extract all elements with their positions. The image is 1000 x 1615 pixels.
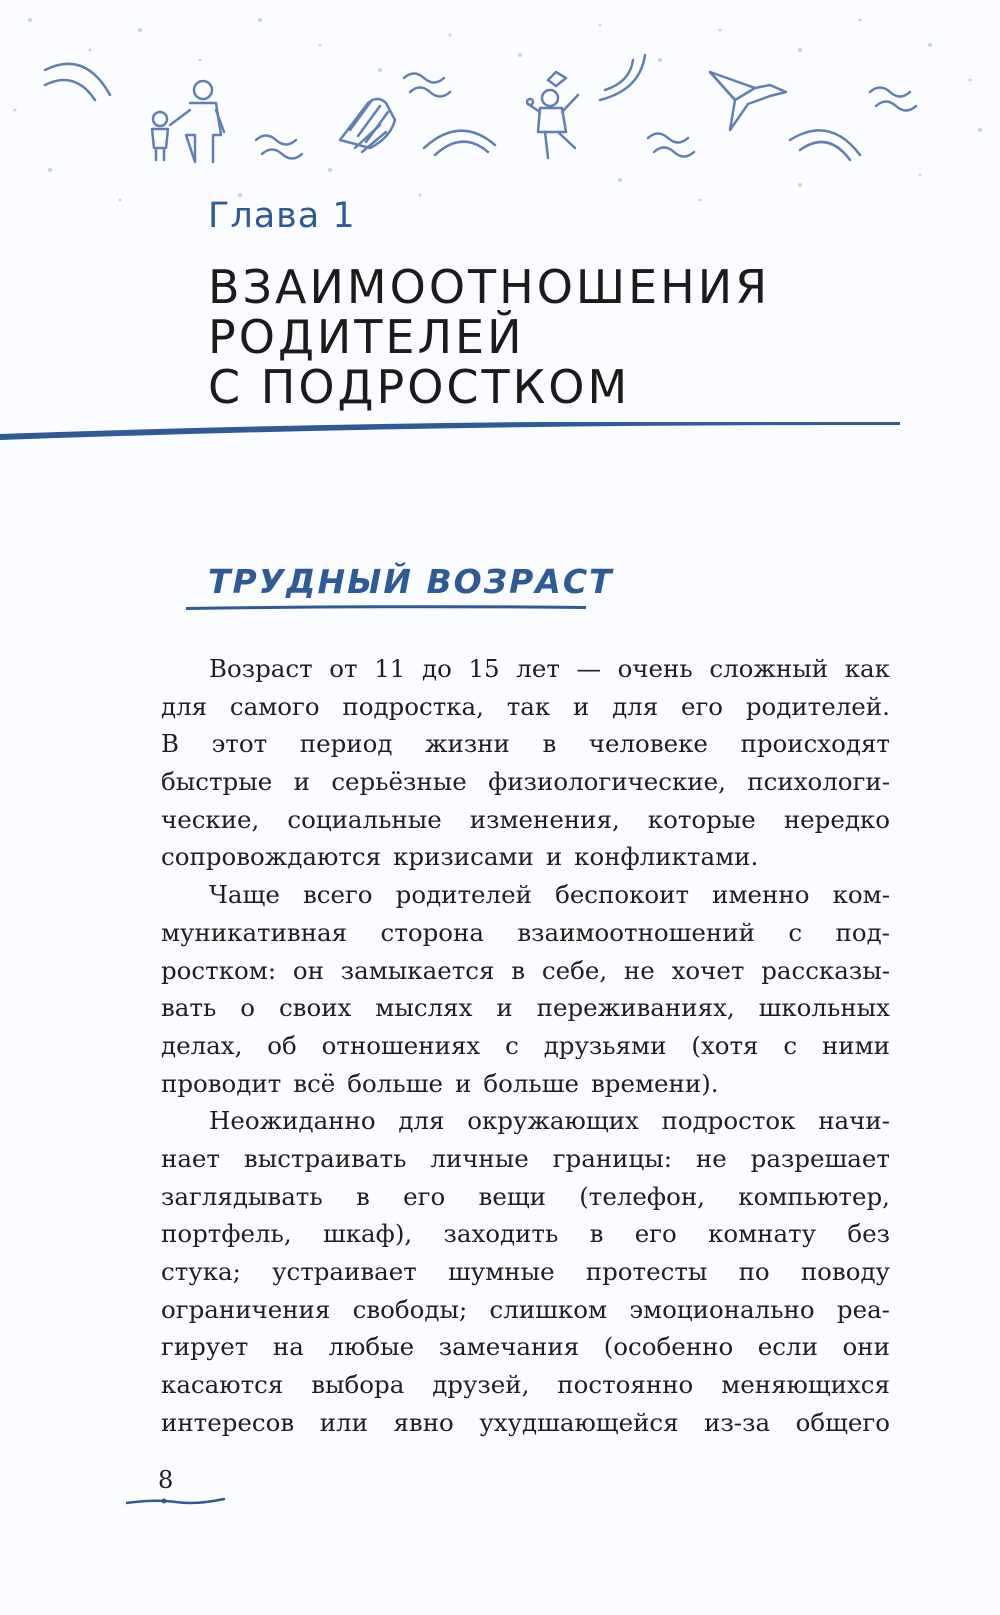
body-line: муникативная сторона взаимоотношений с под-: [161, 917, 890, 947]
chapter-title-line: ВЗАИМООТНОШЕНИЯ: [208, 260, 771, 314]
body-line: нает выстраивать личные границы: не разрешает: [161, 1143, 890, 1173]
child-with-bird-icon: [527, 72, 578, 158]
section-underline: [186, 602, 586, 612]
header-decoration: [0, 0, 1000, 220]
hands-icon: [340, 99, 395, 152]
chapter-title: [208, 262, 770, 412]
chapter-title-line: РОДИТЕЛЕЙ: [208, 310, 525, 364]
origami-bird-icon: [710, 72, 786, 130]
body-line: касаются выбора друзей, постоянно меняющихся: [161, 1370, 890, 1400]
body-text: [161, 650, 890, 1441]
body-line: В этот период жизни в человеке происходят: [161, 729, 890, 759]
wave-icon: [256, 74, 916, 159]
body-line: Возраст от 11 до 15 лет — очень сложный как: [209, 654, 890, 683]
page-number-wave: [126, 1494, 226, 1508]
body-line: Неожиданно для окружающих подросток начи-: [209, 1106, 890, 1136]
parent-child-icon: [152, 81, 224, 162]
chapter-divider-wave: [0, 422, 1000, 462]
body-line: портфель, шкаф), заходить в его комнату без: [161, 1219, 890, 1249]
body-line: ческие, социальные изменения, которые нередко: [161, 804, 890, 834]
body-line: стука; устраивает шумные протесты по поводу: [161, 1257, 890, 1286]
body-line: заглядывать в его вещи (телефон, компьютер,: [161, 1181, 890, 1211]
section-title: ТРУДНЫЙ ВОЗРАСТ: [208, 562, 614, 601]
body-line: ограничения свободы; слишком эмоционально реа-: [161, 1294, 890, 1324]
page-number: 8: [158, 1466, 174, 1494]
body-line: для самого подростка, так и для его родителей.: [161, 691, 890, 721]
body-line: интересов или явно ухудшающейся из-за общего: [161, 1407, 890, 1437]
body-line: проводит всё больше и больше времени).: [161, 1068, 719, 1098]
body-line: быстрые и серьёзные физиологические, психологи-: [161, 767, 890, 797]
chapter-label: Глава 1: [208, 196, 356, 236]
body-line: делах, об отношениях с друзьями (хотя с ними: [161, 1030, 890, 1060]
body-line: Чаще всего родителей беспокоит именно ком-: [209, 880, 890, 910]
chapter-title-line: С ПОДРОСТКОМ: [208, 360, 631, 414]
arc-icon: [45, 64, 110, 100]
body-line: сопровождаются кризисами и конфликтами.: [161, 842, 759, 872]
arc-icon: [424, 55, 860, 160]
body-line: ростком: он замыкается в себе, не хочет рассказы-: [161, 955, 890, 985]
body-line: гирует на любые замечания (особенно если они: [161, 1332, 890, 1362]
body-line: вать о своих мыслях и переживаниях, школьных: [161, 993, 890, 1023]
